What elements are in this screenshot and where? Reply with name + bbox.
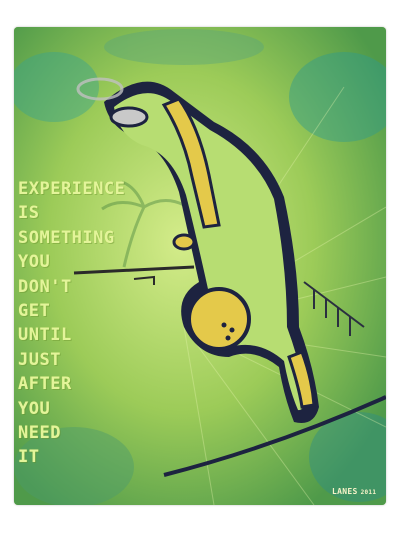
quote-line: YOU: [18, 398, 51, 419]
figure-head: [189, 289, 249, 349]
quote-line: EXPERIENCE: [18, 179, 126, 199]
quote-line: UNTIL: [18, 325, 72, 346]
shoe: [111, 108, 147, 126]
quote-line: AFTER: [18, 374, 72, 395]
quote-line: SOMETHING: [18, 227, 115, 248]
quote-line: JUST: [18, 349, 61, 370]
stencil-artwork-canvas: [14, 27, 386, 505]
quote-line: NEED: [18, 423, 61, 444]
quote-text: [18, 177, 125, 470]
quote-line: GET: [18, 301, 51, 322]
artist-signature: [332, 487, 376, 496]
quote-line: DON'T: [18, 276, 72, 297]
signature-name: LANES: [332, 487, 358, 496]
quote-line: IT: [18, 447, 40, 468]
quote-line: IS: [18, 203, 40, 224]
quote-line: YOU: [18, 252, 51, 273]
signature-year: 2011: [360, 489, 377, 496]
